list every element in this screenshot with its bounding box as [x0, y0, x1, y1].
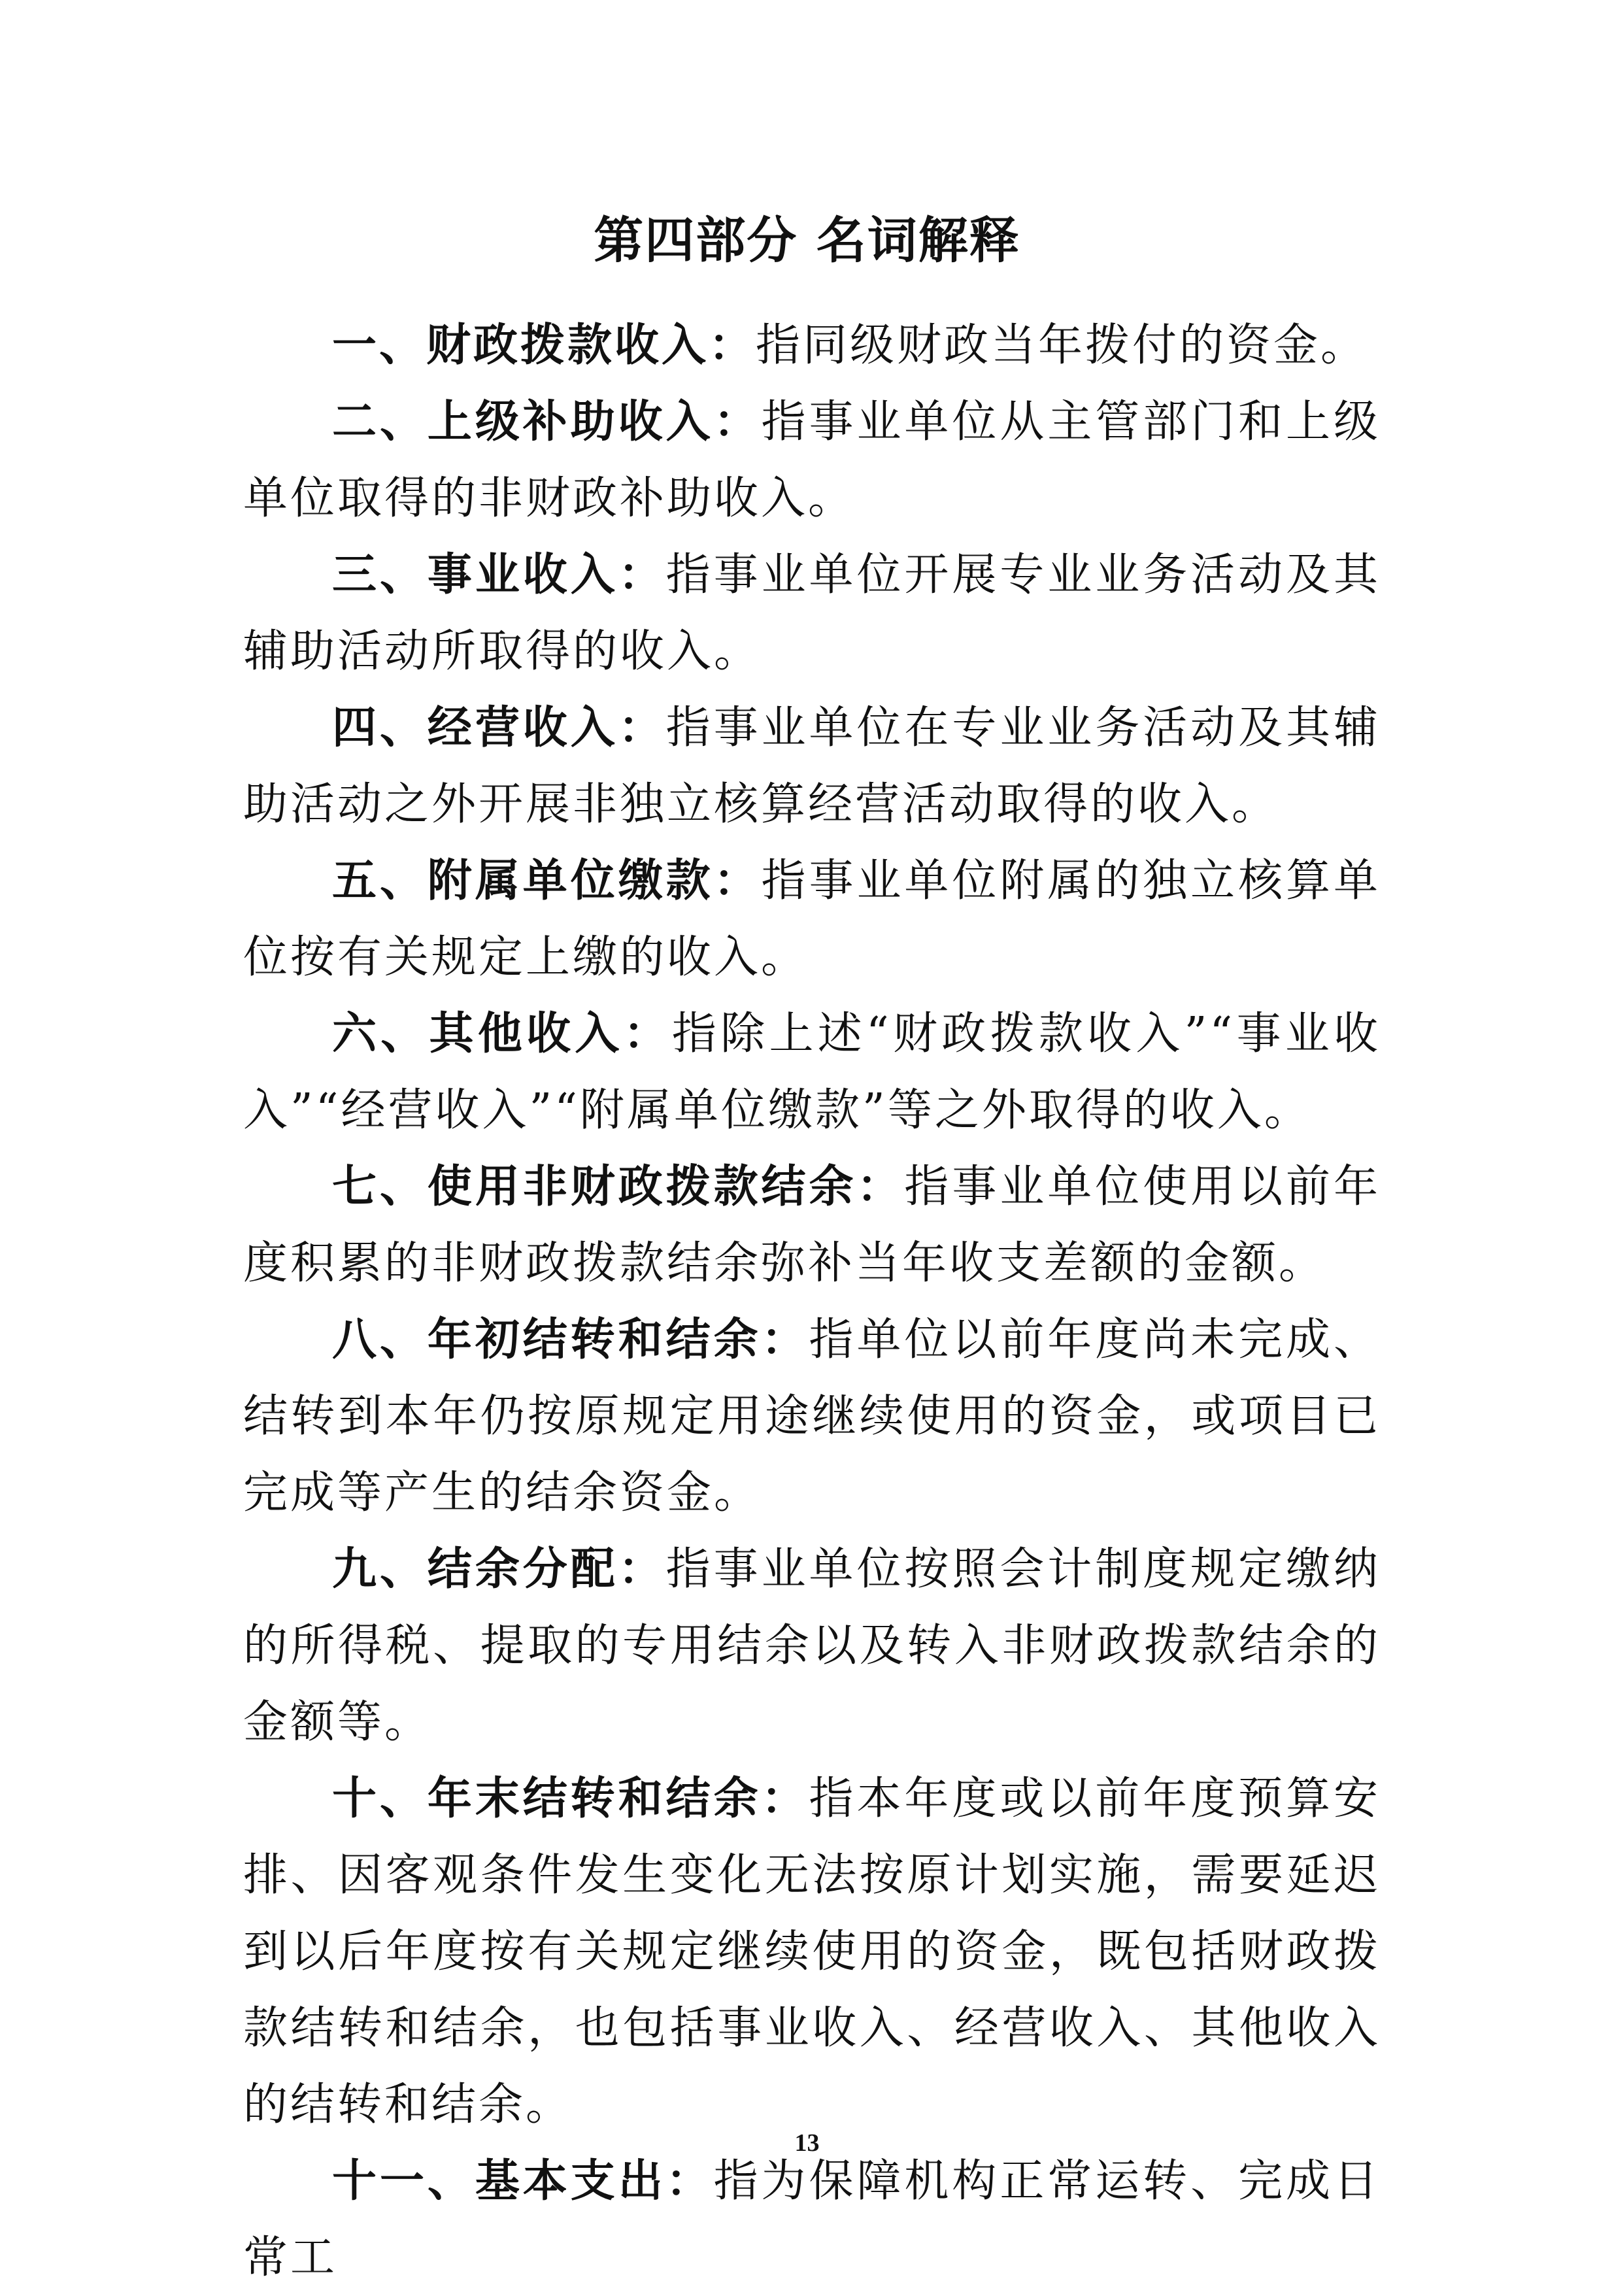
entry-definition: 指同级财政当年拨付的资金。	[756, 320, 1368, 371]
entry-term: 九、结余分配：	[332, 1544, 666, 1595]
entry-definition: 指事业单位在专业业务活动及其辅助活动之外开展非独立核算经营活动取得的收入。	[243, 702, 1381, 830]
entry-term: 三、事业收入：	[332, 549, 666, 601]
glossary-entry	[243, 384, 1381, 537]
entry-term: 十、年末结转和结余：	[332, 1773, 809, 1825]
entry-definition: 指为保障机构正常运转、完成日常工	[243, 2155, 1381, 2284]
entry-term: 二、上级补助收入：	[332, 396, 762, 448]
page-number: 13	[794, 2129, 820, 2157]
glossary-body	[243, 307, 1381, 2296]
glossary-entry	[243, 996, 1381, 1149]
entry-definition: 指本年度或以前年度预算安排、因客观条件发生变化无法按原计划实施，需要延迟到以后年度按有关规定继续使用的资金，既包括财政拨款结转和结余，也包括事业收入、经营收入、其他收入的结转和结余。	[243, 1773, 1381, 2131]
glossary-entry	[243, 1531, 1381, 1761]
entry-term: 七、使用非财政拨款结余：	[332, 1161, 905, 1213]
glossary-entry	[243, 2143, 1381, 2296]
glossary-entry	[243, 1302, 1381, 1531]
glossary-entry	[243, 307, 1381, 384]
entry-definition: 指事业单位从主管部门和上级单位取得的非财政补助收入。	[243, 396, 1381, 524]
glossary-entry	[243, 843, 1381, 996]
entry-term: 一、财政拨款收入：	[332, 320, 756, 371]
entry-definition: 指事业单位按照会计制度规定缴纳的所得税、提取的专用结余以及转入非财政拨款结余的金额等。	[243, 1544, 1381, 1748]
entry-definition: 指事业单位开展专业业务活动及其辅助活动所取得的收入。	[243, 549, 1381, 677]
entry-term: 六、其他收入：	[332, 1008, 672, 1060]
entry-definition: 指单位以前年度尚未完成、结转到本年仍按原规定用途继续使用的资金，或项目已完成等产生的结余资金。	[243, 1314, 1381, 1519]
entry-term: 五、附属单位缴款：	[332, 855, 762, 907]
entry-definition: 指事业单位使用以前年度积累的非财政拨款结余弥补当年收支差额的金额。	[243, 1161, 1381, 1289]
entry-term: 十一、基本支出：	[332, 2155, 714, 2207]
entry-definition: 指事业单位附属的独立核算单位按有关规定上缴的收入。	[243, 855, 1381, 983]
entry-term: 八、年初结转和结余：	[332, 1314, 809, 1366]
glossary-entry	[243, 1761, 1381, 2143]
glossary-entry	[243, 1149, 1381, 1302]
glossary-entry	[243, 537, 1381, 690]
glossary-entry	[243, 690, 1381, 843]
page-title: 第四部分 名词解释	[594, 211, 1020, 269]
entry-definition: 指除上述“财政拨款收入”“事业收入”“经营收入”“附属单位缴款”等之外取得的收入。	[243, 1008, 1381, 1136]
entry-term: 四、经营收入：	[332, 702, 666, 754]
